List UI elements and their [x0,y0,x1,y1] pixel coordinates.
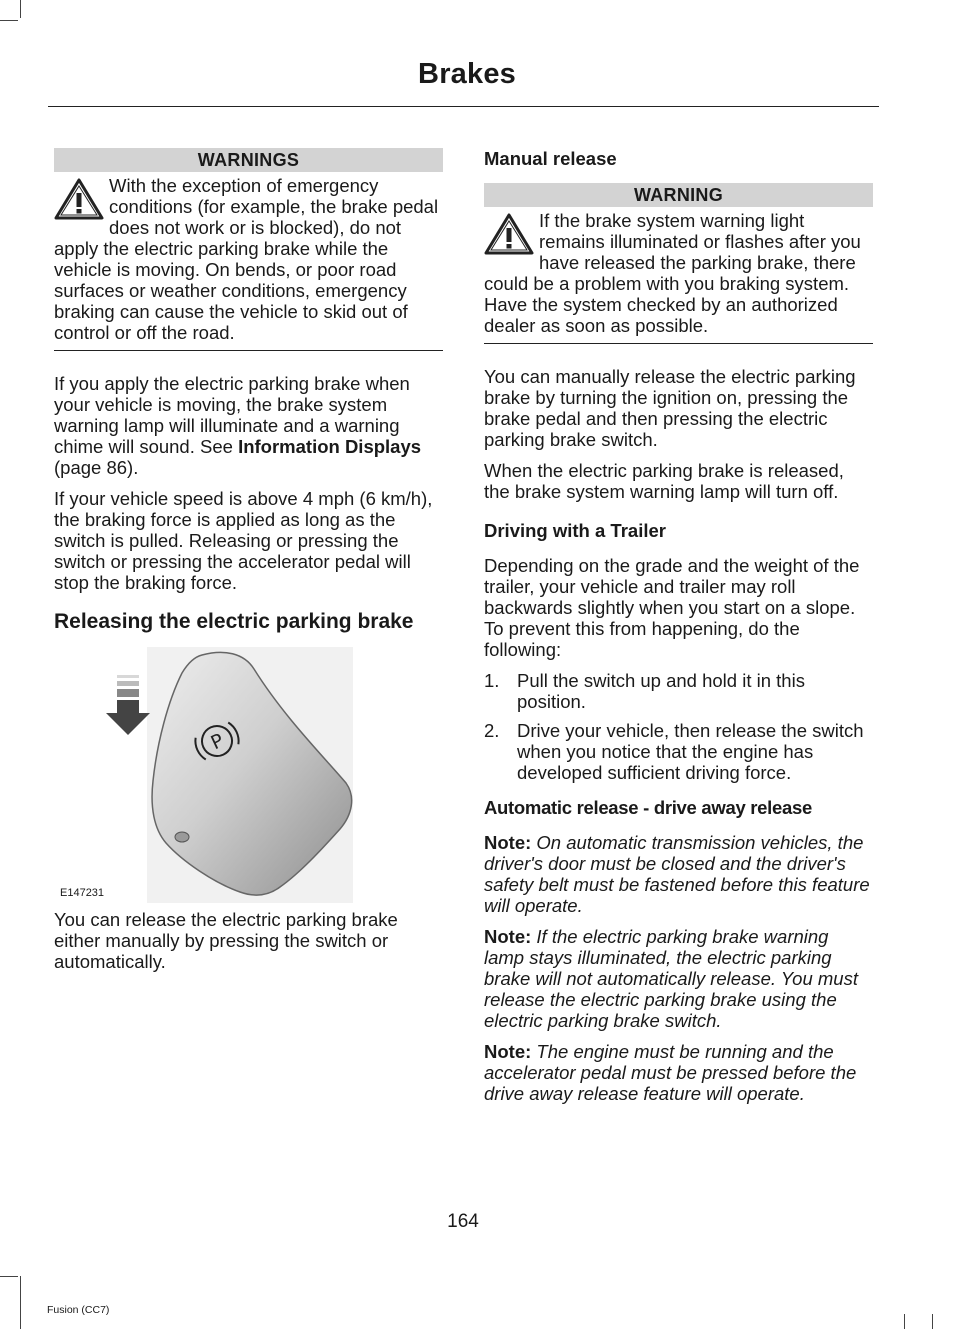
note: Note: If the electric parking brake warning lamp stays illuminated, the electric parking brake will not automatically release. You must release the electric parking brake using the electric parking brake switch. [484,926,858,1031]
warning-box [54,172,443,351]
list-item: 1. Pull the switch up and hold it in this position. [484,670,805,712]
list-item: 2. Drive your vehicle, then release the switch when you notice that the engine has developed sufficient driving force. [484,720,864,783]
trailer-heading: Driving with a Trailer [484,520,666,541]
crop-mark [0,1276,18,1277]
information-displays-link[interactable]: Information Displays [238,436,422,457]
note: Note: The engine must be running and the accelerator pedal must be pressed before the drive away release feature will operate. [484,1041,857,1104]
paragraph: Depending on the grade and the weight of the trailer, your vehicle and trailer may roll backwards slightly when you start on a slope. To prevent this from happening, do the following: [484,555,860,660]
paragraph: If your vehicle speed is above 4 mph (6 km/h), the braking force is applied as long as the switch is pulled. Releasing or pressing the switch or pressing the accelerator pedal will stop the braking force. [54,488,433,593]
warning-heading: WARNING [484,183,873,207]
footer-model: Fusion (CC7) [47,1304,110,1316]
paragraph: You can manually release the electric parking brake by turning the ignition on, pressing the brake pedal and then pressing the electric parking brake switch. [484,366,856,450]
warning-triangle-icon [484,212,534,256]
section-heading: Releasing the electric parking brake [54,610,414,633]
warnings-heading: WARNINGS [54,148,443,172]
press-down-arrow-icon [106,675,150,735]
warning-triangle-icon [54,177,104,221]
automatic-release-heading: Automatic release - drive away release [484,797,812,818]
parking-brake-switch-illustration [54,647,443,903]
parking-brake-switch-figure [54,647,443,903]
crop-mark [20,1276,21,1329]
warning-box [484,207,873,344]
paragraph: If you apply the electric parking brake when your vehicle is moving, the brake system warning lamp will illuminate and a warning chime will sound. See Information Displays (page 86). [54,373,422,478]
crop-mark [904,1314,905,1329]
warning-text: With the exception of emergency conditions (for example, the brake pedal does not work or is blocked), do not apply the electric parking brake while the vehicle is moving. On bends, or poor road surfaces or weather conditions, emergency braking can cause the vehicle to skid out of control or off the road. [54,175,439,343]
note: Note: On automatic transmission vehicles, the driver's door must be closed and the driver's safety belt must be fastened before this feature will operate. [484,832,870,916]
warning-text: If the brake system warning light remains illuminated or flashes after you have released the parking brake, there could be a problem with you braking system. Have the system checked by an authorized dealer as soon as possible. [484,210,861,336]
paragraph: When the electric parking brake is released, the brake system warning lamp will turn off. [484,460,844,502]
crop-mark [20,0,21,18]
left-column [54,148,443,982]
page-title: Brakes [418,58,516,90]
page-number: 164 [447,1211,479,1232]
steps-list [484,670,873,783]
title-rule [48,106,879,107]
figure-code: E147231 [60,887,105,899]
svg-text:P: P [207,729,228,755]
right-column [484,148,873,1114]
crop-mark [932,1314,933,1329]
manual-release-heading: Manual release [484,148,617,169]
paragraph: You can release the electric parking brake either manually by pressing the switch or automatically. [54,909,398,972]
crop-mark [0,20,18,21]
